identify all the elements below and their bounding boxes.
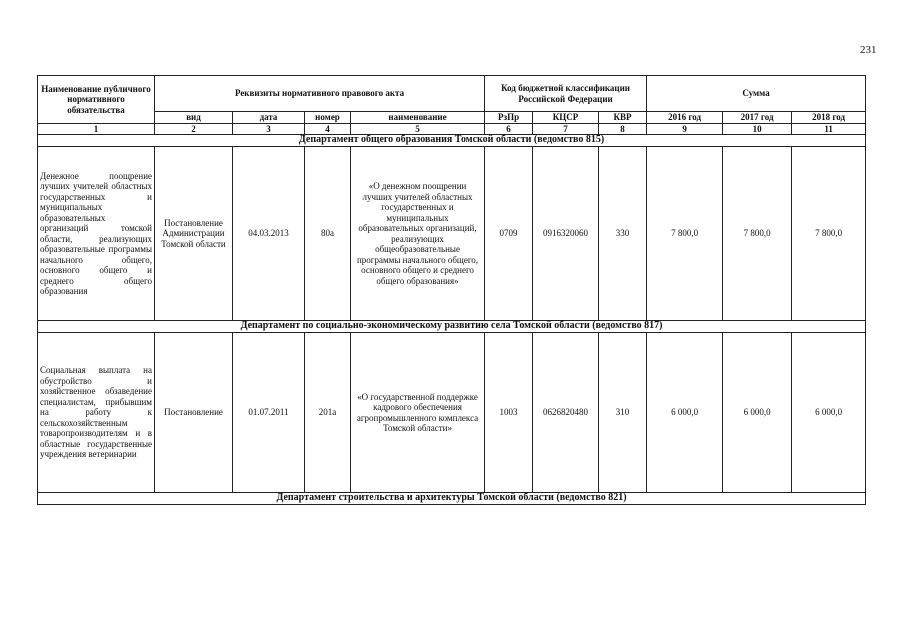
subheader-2017: 2017 год [723, 112, 792, 124]
rzpr-cell: 1003 [485, 333, 533, 493]
act-date-cell: 04.03.2013 [233, 147, 305, 321]
subheader-type: вид [155, 112, 233, 124]
subheader-rzpr: РзПр [485, 112, 533, 124]
department-title: Департамент по социально-экономическому развитию села Томской области (ведомство 817) [38, 321, 866, 333]
header-act-requisites: Реквизиты нормативного правового акта [155, 76, 485, 112]
rzpr-cell: 0709 [485, 147, 533, 321]
kvr-cell: 330 [599, 147, 647, 321]
header-obligation: Наименование публичного нормативного обязательства [38, 76, 155, 124]
subheader-row [38, 112, 866, 124]
subheader-number: номер [305, 112, 351, 124]
department-title: Департамент общего образования Томской области (ведомство 815) [38, 135, 866, 147]
act-name-cell: «О денежном поощрении лучших учителей областных государственных и муниципальных образовательных организаций, реализующих общеобразовательные программы начального общего, основного общего и среднего общего образования» [351, 147, 485, 321]
header-budget-code: Код бюджетной классификации Российской Федерации [485, 76, 647, 112]
column-number: 9 [647, 123, 723, 135]
sum-2017-cell: 7 800,0 [723, 147, 792, 321]
sum-2016-cell: 6 000,0 [647, 333, 723, 493]
column-number: 2 [155, 123, 233, 135]
department-title: Департамент строительства и архитектуры Томской области (ведомство 821) [38, 493, 866, 505]
kcsr-cell: 0626820480 [533, 333, 599, 493]
kcsr-cell: 0916320060 [533, 147, 599, 321]
column-number: 6 [485, 123, 533, 135]
header-sum: Сумма [647, 76, 866, 112]
obligation-cell: Социальная выплата на обустройство и хозяйственное обзаведение специалистам, прибывшим на работу к сельскохозяйственным товаропроизводителям и в областные государственные учреждения ветеринарии [38, 333, 155, 493]
subheader-date: дата [233, 112, 305, 124]
column-number: 10 [723, 123, 792, 135]
header-row [38, 76, 866, 112]
act-name-cell: «О государственной поддержке кадрового обеспечения агропромышленного комплекса Томской области» [351, 333, 485, 493]
column-number: 3 [233, 123, 305, 135]
department-row [38, 493, 866, 505]
column-number: 11 [792, 123, 866, 135]
kvr-cell: 310 [599, 333, 647, 493]
column-number: 7 [533, 123, 599, 135]
column-number-row [38, 123, 866, 135]
budget-obligations-table [37, 75, 866, 505]
column-number: 8 [599, 123, 647, 135]
obligation-cell: Денежное поощрение лучших учителей областных государственных и муниципальных образовательных организаций томской области, реализующих образовательные программы начального общего, основного общего и среднего общего образования [38, 147, 155, 321]
department-row [38, 321, 866, 333]
column-number: 5 [351, 123, 485, 135]
page-number: 231 [860, 44, 877, 56]
act-number-cell: 201а [305, 333, 351, 493]
table-row [38, 333, 866, 493]
sum-2016-cell: 7 800,0 [647, 147, 723, 321]
act-type-cell: Постановление [155, 333, 233, 493]
subheader-kcsr: КЦСР [533, 112, 599, 124]
sum-2018-cell: 7 800,0 [792, 147, 866, 321]
act-type-cell: Постановление Администрации Томской области [155, 147, 233, 321]
act-number-cell: 80а [305, 147, 351, 321]
sum-2017-cell: 6 000,0 [723, 333, 792, 493]
column-number: 4 [305, 123, 351, 135]
subheader-2018: 2018 год [792, 112, 866, 124]
column-number: 1 [38, 123, 155, 135]
subheader-2016: 2016 год [647, 112, 723, 124]
department-row [38, 135, 866, 147]
table-row [38, 147, 866, 321]
act-date-cell: 01.07.2011 [233, 333, 305, 493]
sum-2018-cell: 6 000,0 [792, 333, 866, 493]
subheader-kvr: КВР [599, 112, 647, 124]
subheader-name: наименование [351, 112, 485, 124]
